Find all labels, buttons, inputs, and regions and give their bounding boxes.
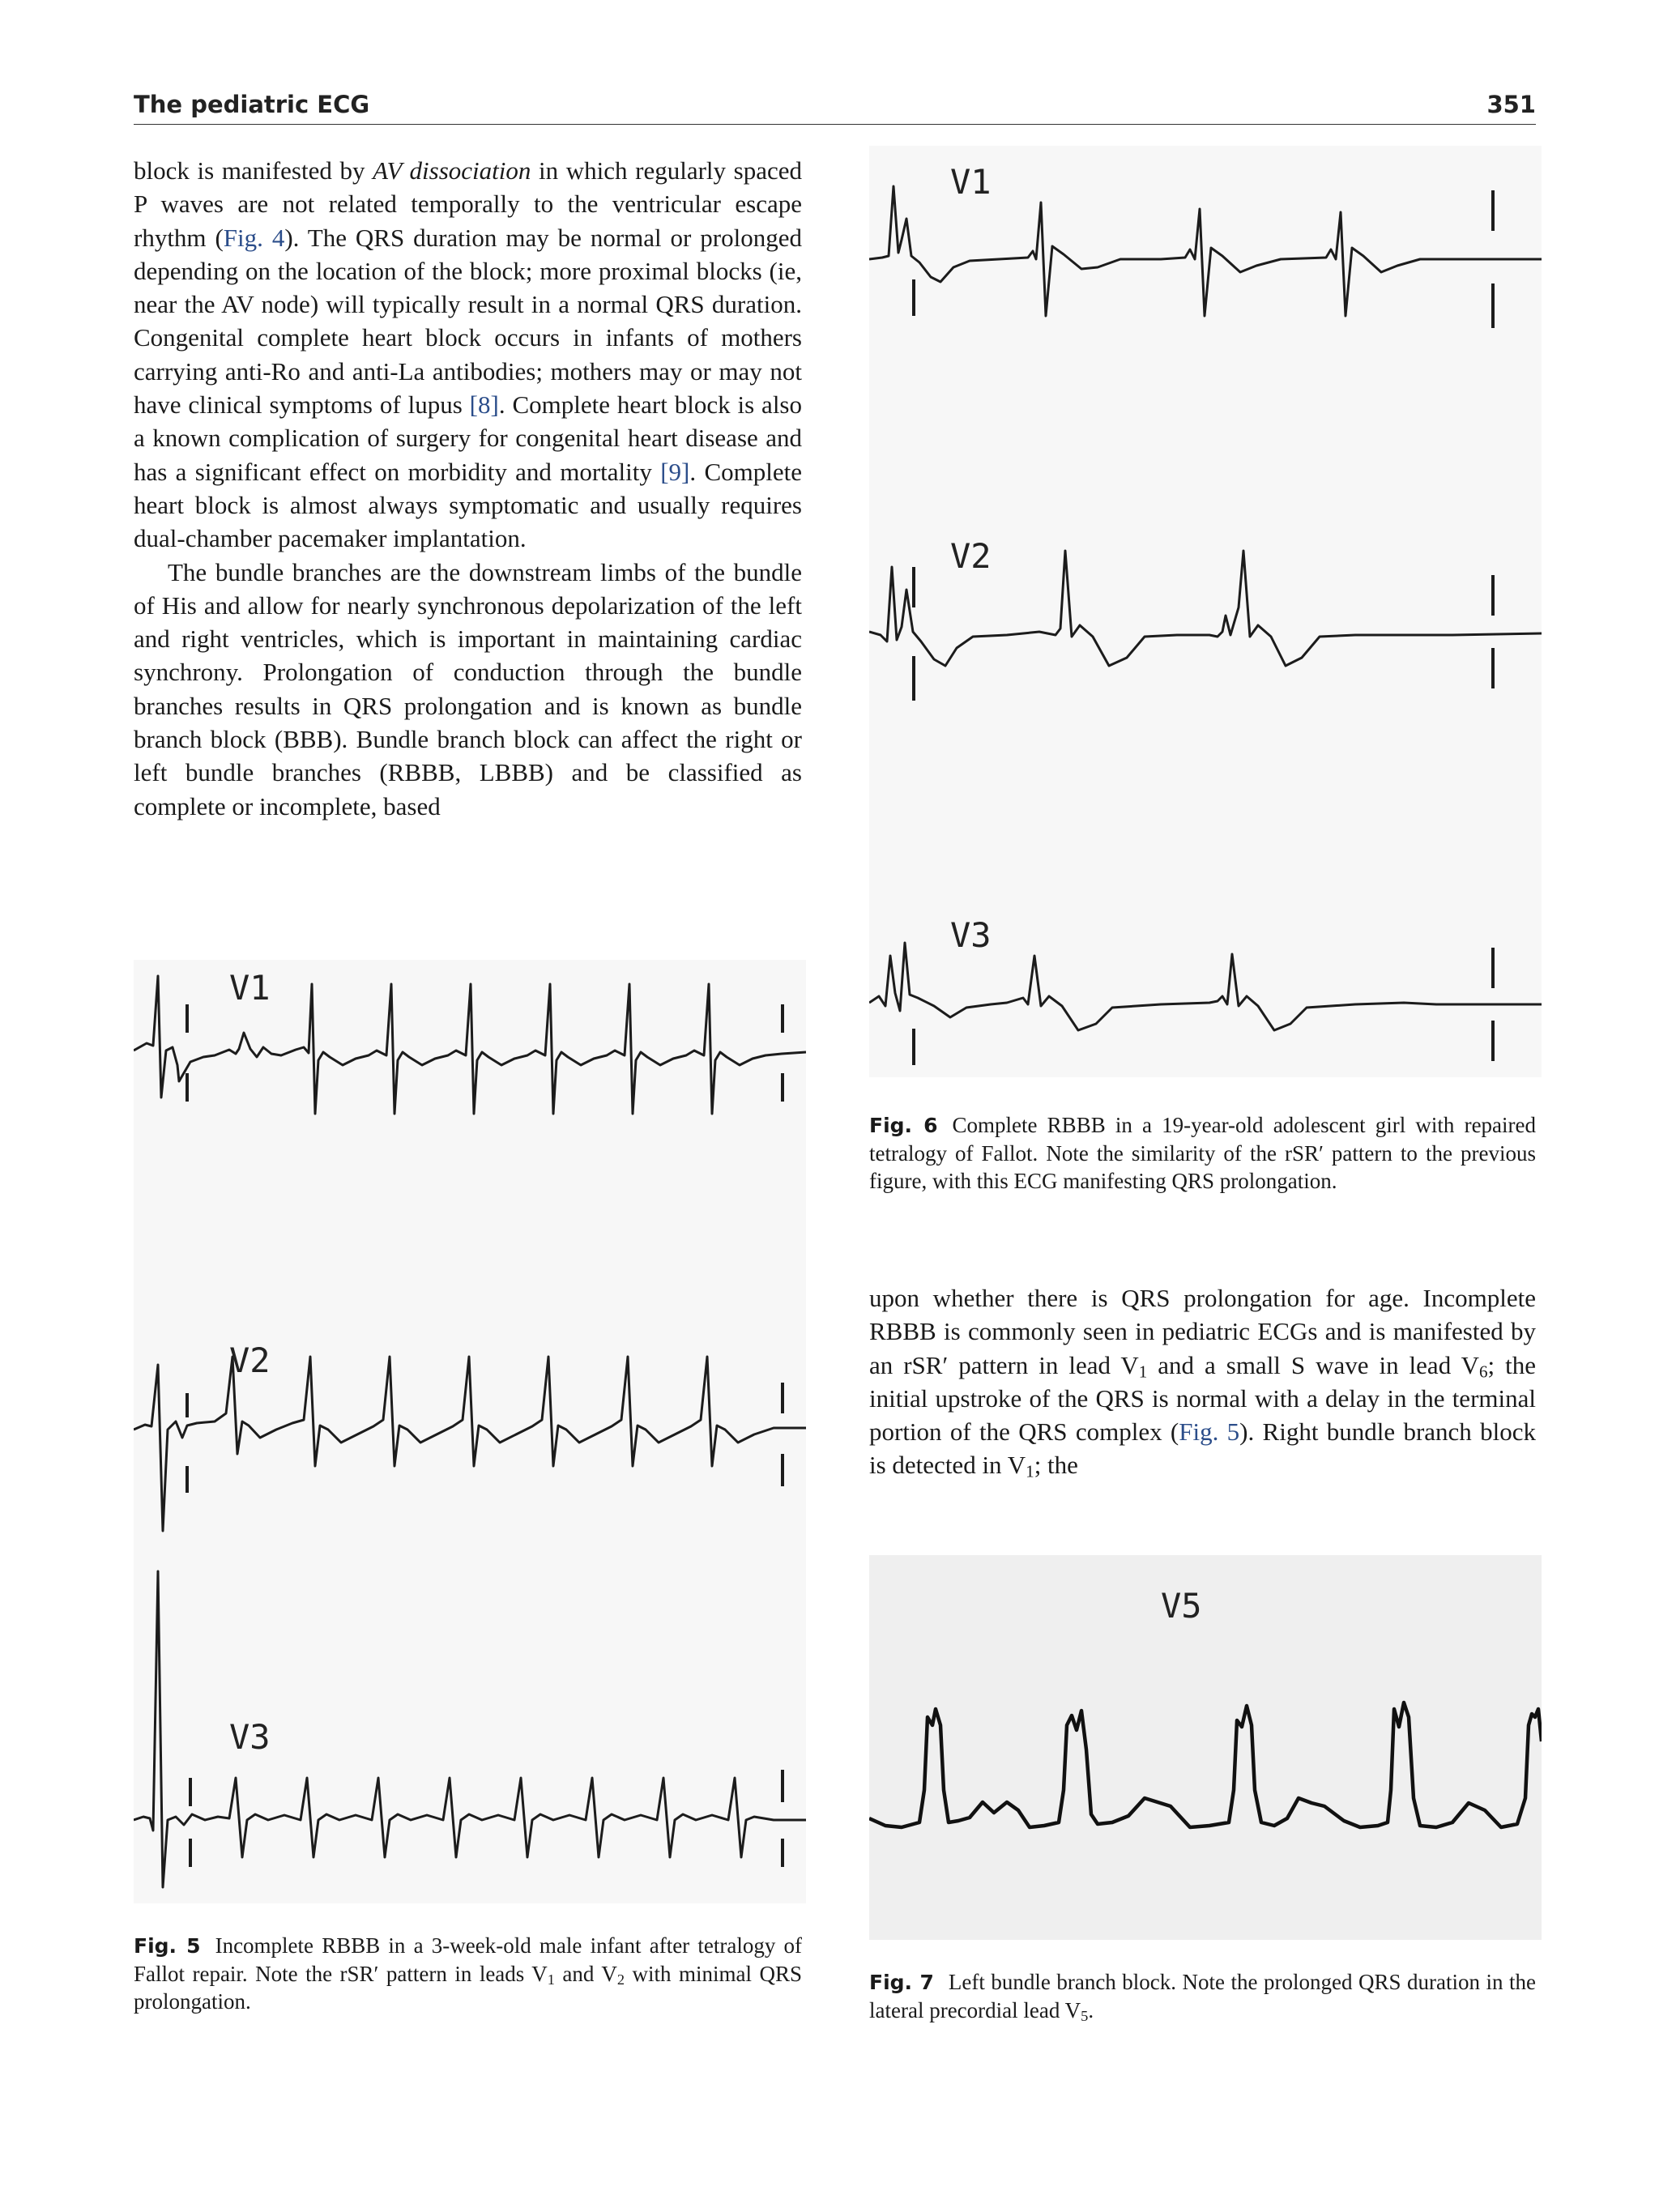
- lead-label-v2: V2: [950, 536, 992, 576]
- figure-5-ecg-traces: [134, 960, 806, 1903]
- citation-link[interactable]: [9]: [660, 457, 690, 486]
- figure-5-caption: Fig. 5 Incomplete RBBB in a 3-week-old male infant after tetralogy of Fallot repair. Note the rSR′ pattern in leads $V_1$ and $V_2$ with minimal QRS prolongation.: [134, 1933, 803, 2014]
- lead-label-v3: V3: [950, 915, 992, 955]
- figure-reference-link[interactable]: Fig. 4: [223, 223, 285, 252]
- fig6-v3-trace: [869, 943, 1542, 1030]
- fig5-v2-trace: [134, 1357, 806, 1531]
- figure-6-caption: Fig. 6 Complete RBBB in a 19-year-old adolescent girl with repaired tetralogy of Fallot. Note the similarity of the rSR′ pattern to the previous figure, with this ECG manifesting QRS prolongation.: [869, 1113, 1537, 1193]
- lead-label-v2: V2: [229, 1340, 271, 1380]
- page-number: 351: [1486, 91, 1536, 118]
- paragraph: block is manifested by AV dissociation in which regularly spaced P waves are not related temporally to the ventricular escape rhythm (Fig. 4). The QRS duration may be normal or prolonged depending on the location of the block; more proximal blocks (ie, near the AV node) will typically result in a normal QRS duration. Congenital complete heart block occurs in infants of mothers carrying anti-Ro and anti-La antibodies; mothers may or may not have clinical symptoms of lupus [8]. Complete heart block is also a known complication of surgery for congenital heart disease and has a significant effect on morbidity and mortality [9]. Complete heart block is almost always symptomatic and usually requires dual-chamber pacemaker implantation.: [134, 156, 803, 553]
- body-text-left-column: [134, 154, 802, 823]
- figure-label: Fig. 6: [869, 1114, 938, 1137]
- lead-label-v3: V3: [229, 1717, 271, 1757]
- lead-label-v1: V1: [229, 968, 271, 1008]
- fig6-v1-trace: [869, 186, 1542, 316]
- figure-reference-link[interactable]: Fig. 5: [1179, 1417, 1240, 1447]
- figure-7-ecg-traces: [869, 1555, 1542, 1940]
- paragraph: The bundle branches are the downstream limbs of the bundle of His and allow for nearly synchronous depolarization of the left and right ventricles, which is important in maintaining cardiac synchrony. Prolongation of conduction through the bundle branches results in QRS prolongation and is known as bundle branch block (BBB). Bundle branch block can affect the right or left bundle branches (RBBB, LBBB) and be classified as complete or incomplete, based: [134, 557, 802, 820]
- running-header-title: The pediatric ECG: [134, 91, 370, 118]
- figure-5-ecg: [134, 960, 806, 1903]
- figure-6-ecg: [869, 146, 1542, 1077]
- figure-7-caption: Fig. 7 Left bundle branch block. Note the prolonged QRS duration in the lateral precordial lead $V_5$.: [869, 1970, 1536, 2025]
- header-rule: [134, 124, 1536, 125]
- fig6-lead-v3: [869, 943, 1542, 1065]
- fig7-v5-trace: [869, 1703, 1542, 1827]
- citation-link[interactable]: [8]: [469, 390, 499, 420]
- fig5-lead-v2: [134, 1357, 806, 1531]
- figure-label: Fig. 5: [134, 1934, 201, 1958]
- figure-label: Fig. 7: [869, 1971, 934, 1994]
- fig6-lead-v1: [869, 186, 1542, 328]
- body-text-right-column: [869, 1281, 1536, 1482]
- lead-label-v5: V5: [1161, 1586, 1202, 1626]
- figure-7-ecg: [869, 1555, 1542, 1940]
- paragraph: upon whether there is QRS prolongation for age. Incomplete RBBB is commonly seen in pediatric ECGs and is manifested by an rSR′ pattern in lead $V_1$ and a small S wave in lead $V_6$; the initial upstroke of the QRS is normal with a delay in the terminal portion of the QRS complex (Fig. 5). Right bundle branch block is detected in $V_1$; the: [869, 1284, 1537, 1482]
- lead-label-v1: V1: [950, 162, 992, 202]
